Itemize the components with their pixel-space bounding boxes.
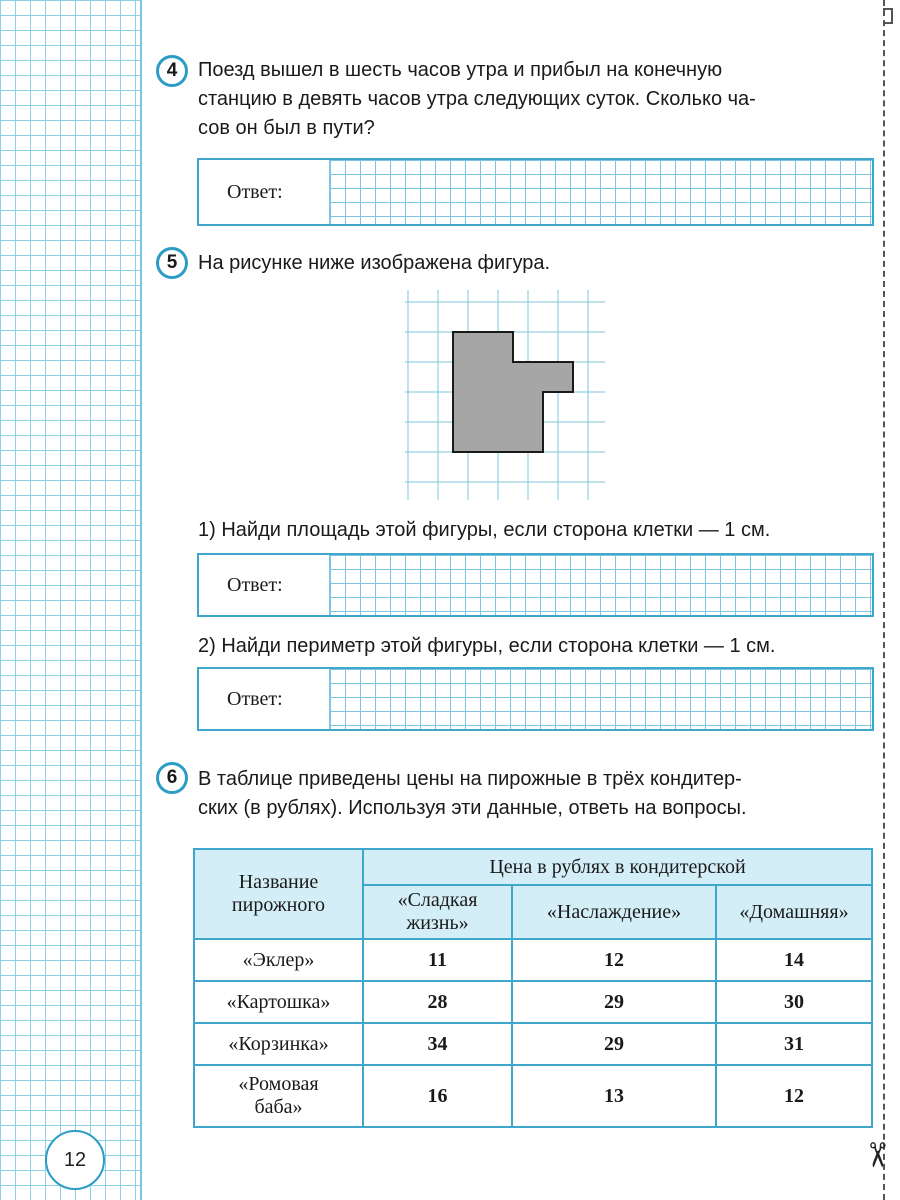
task-6-number: 6 bbox=[166, 767, 178, 788]
task-5-q1 bbox=[198, 516, 770, 545]
table-cell: 12 bbox=[716, 1065, 872, 1127]
table-cell: 14 bbox=[716, 939, 872, 981]
table-cell: 31 bbox=[716, 1023, 872, 1065]
task-4-badge bbox=[156, 55, 188, 87]
cut-line bbox=[883, 0, 885, 1200]
table-row-name: «Эклер» bbox=[194, 939, 363, 981]
task-5-answer-grid-2[interactable] bbox=[329, 669, 872, 729]
task-5-number: 5 bbox=[166, 252, 178, 273]
margin-grid bbox=[0, 0, 140, 1200]
task-6-line-2: ских (в рублях). Используя эти данные, ответь на вопросы. bbox=[198, 797, 747, 819]
task-5-q1-text: 1) Найди площадь этой фигуры, если сторона клетки — 1 см. bbox=[198, 519, 771, 541]
table-cell: 29 bbox=[512, 981, 716, 1023]
table-cell: 11 bbox=[363, 939, 512, 981]
table-cell: 29 bbox=[512, 1023, 716, 1065]
table-row-name: «Корзинка» bbox=[194, 1023, 363, 1065]
table-shop-header: «Домашняя» bbox=[716, 885, 872, 939]
table-row bbox=[194, 981, 872, 1023]
price-table bbox=[193, 848, 873, 1128]
task-5-answer-box-2[interactable] bbox=[197, 667, 874, 731]
task-5-q2-text: 2) Найди периметр этой фигуры, если сторона клетки — 1 см. bbox=[198, 635, 776, 657]
table-cell: 16 bbox=[363, 1065, 512, 1127]
figure-grid bbox=[405, 290, 605, 500]
task-4-line-1: Поезд вышел в шесть часов утра и прибыл на конечную bbox=[198, 59, 723, 81]
table-cell: 28 bbox=[363, 981, 512, 1023]
task-4-line-3: сов он был в пути? bbox=[198, 117, 375, 139]
task-5-answer-box-1[interactable] bbox=[197, 553, 874, 617]
table-cell: 30 bbox=[716, 981, 872, 1023]
figure-shape bbox=[453, 332, 573, 452]
table-cell: 34 bbox=[363, 1023, 512, 1065]
table-row-name: «Ромовая баба» bbox=[194, 1065, 363, 1127]
cut-line-bracket bbox=[883, 8, 893, 24]
table-cell: 13 bbox=[512, 1065, 716, 1127]
task-5-answer-grid-1[interactable] bbox=[329, 555, 872, 615]
table-shop-header: «Сладкая жизнь» bbox=[363, 885, 512, 939]
task-5-answer-label-2: Ответ: bbox=[227, 687, 283, 710]
table-row bbox=[194, 1023, 872, 1065]
task-5-intro-text: На рисунке ниже изображена фигура. bbox=[198, 252, 551, 274]
table-row-name: «Картошка» bbox=[194, 981, 363, 1023]
task-4-answer-grid[interactable] bbox=[329, 160, 872, 224]
task-5-intro bbox=[198, 249, 550, 278]
task-4-line-2: станцию в девять часов утра следующих суток. Сколько ча- bbox=[198, 88, 756, 110]
task-5-badge bbox=[156, 247, 188, 279]
task-4-number: 4 bbox=[166, 60, 178, 81]
table-shop-header: «Наслаждение» bbox=[512, 885, 716, 939]
page-number: 12 bbox=[45, 1130, 105, 1190]
table-cell: 12 bbox=[512, 939, 716, 981]
task-5-q2 bbox=[198, 632, 775, 661]
scissors-icon: ✂ bbox=[856, 1140, 897, 1170]
task-6-badge bbox=[156, 762, 188, 794]
table-row bbox=[194, 1065, 872, 1127]
table-group-header: Цена в рублях в кондитерской bbox=[363, 849, 872, 885]
task-4-text bbox=[198, 56, 874, 143]
table-col-header: Название пирожного bbox=[194, 849, 363, 939]
margin-line bbox=[140, 0, 142, 1200]
task-5-answer-label-1: Ответ: bbox=[227, 573, 283, 596]
task-4-answer-box[interactable] bbox=[197, 158, 874, 226]
table-row bbox=[194, 939, 872, 981]
task-6-text bbox=[198, 765, 874, 823]
task-6-line-1: В таблице приведены цены на пирожные в трёх кондитер- bbox=[198, 768, 742, 790]
task-4-answer-label: Ответ: bbox=[227, 180, 283, 203]
